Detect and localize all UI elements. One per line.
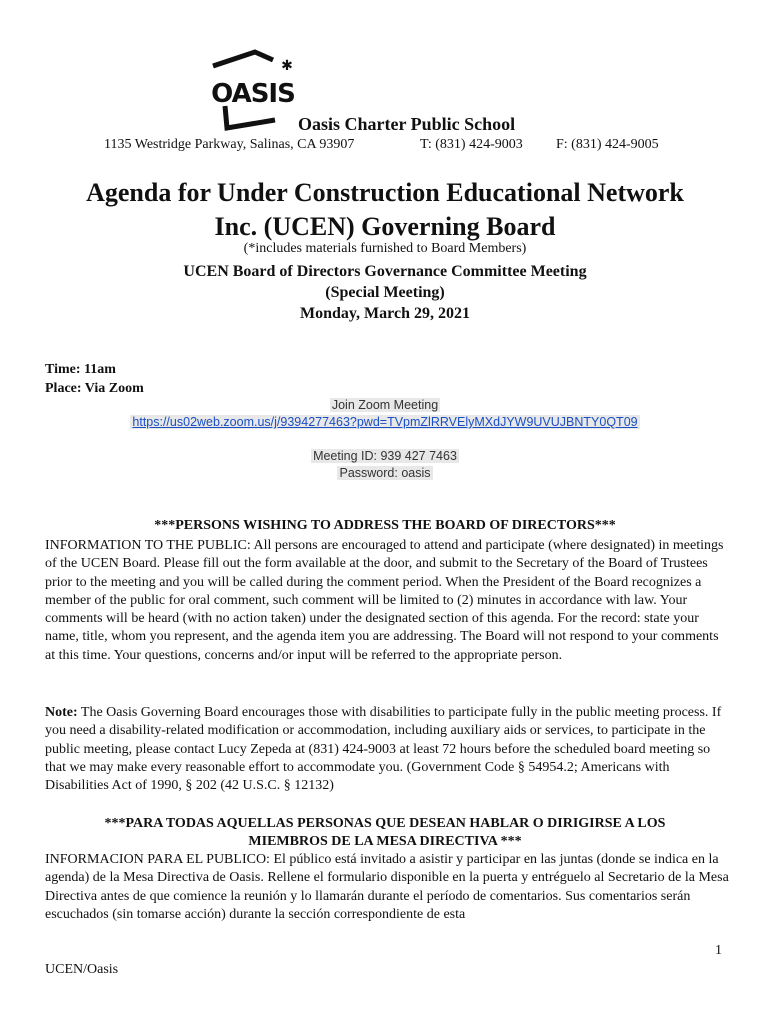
zoom-meeting-link[interactable]: https://us02web.zoom.us/j/9394277463?pwd=TVpmZlRRVElyMXdJYW9UVUJBNTY0QT09	[132, 415, 638, 429]
zoom-meeting-id: Meeting ID: 939 427 7463	[313, 449, 457, 463]
zoom-join-label: Join Zoom Meeting	[331, 398, 439, 412]
zoom-info	[0, 397, 770, 482]
zoom-password: Password: oasis	[339, 466, 431, 480]
public-info-paragraph: INFORMATION TO THE PUBLIC: All persons are encouraged to attend and participate (where designated) in meetings of the UCEN Board. Please fill out the form available at the door, and submit to the Secretary of the Board of Trustees prior to the meeting and you will be called during the comment period. When the President of the Board recognizes a member of the public for oral comment, such comment will be limited to (2) minutes in accordance with law. Your comments will be heard (with no action taken) under the designated section of this agenda. For the record: state your name, title, whom you represent, and the agenda item you are addressing. The Board will not respond to your comments at this time. Your questions, concerns and/or input will be referred to the appropriate person.	[45, 538, 724, 663]
agenda-title	[40, 176, 730, 244]
school-telephone: T: (831) 424-9003	[420, 137, 523, 152]
spanish-heading-line1: ***PARA TODAS AQUELLAS PERSONAS QUE DESEAN HABLAR O DIRIGIRSE A LOS	[104, 816, 666, 831]
svg-text:✱: ✱	[281, 58, 293, 74]
meeting-date: Monday, March 29, 2021	[300, 305, 470, 322]
disability-note-paragraph	[45, 704, 730, 795]
note-text: The Oasis Governing Board encourages those with disabilities to participate fully in the public meeting process. If you need a disability-related modification or accommodation, including auxiliary aids or services, to participate in the public meeting, please contact Lucy Zepeda at (831) 424-9003 at least 72 hours before the scheduled board meeting so that we may make every reasonable effort to accommodate you. (Government Code § 54954.2; Americans with Disabilities Act of 1990, § 202 (42 U.S.C. § 12132)	[45, 705, 722, 794]
school-fax: F: (831) 424-9005	[556, 137, 659, 152]
page-number: 1	[715, 943, 722, 958]
spanish-heading-line2: MIEMBROS DE LA MESA DIRECTIVA ***	[248, 834, 522, 849]
spanish-heading	[0, 815, 770, 851]
public-comment-heading: ***PERSONS WISHING TO ADDRESS THE BOARD OF DIRECTORS***	[154, 518, 616, 533]
school-address: 1135 Westridge Parkway, Salinas, CA 93907	[104, 137, 355, 152]
materials-note: (*includes materials furnished to Board Members)	[243, 241, 527, 256]
meeting-type: (Special Meeting)	[325, 284, 445, 301]
spanish-info-paragraph: INFORMACION PARA EL PUBLICO: El público está invitado a asistir y participar en las juntas (donde se indica en la agenda) de la Mesa Directiva de Oasis. Rellene el formulario disponible en la puerta y entréguelo al Secretario de la Mesa Directiva antes de que comience la reunión y lo llamarán durante el período de comentarios. Sus comentarios serán escuchados (sin tomarse acción) durante la sección correspondiente de esta	[45, 852, 729, 922]
meeting-time: Time: 11am	[45, 362, 116, 377]
school-name: Oasis Charter Public School	[298, 114, 516, 134]
time-place-block	[45, 360, 144, 398]
svg-text:OASIS: OASIS	[211, 79, 295, 109]
committee-name: UCEN Board of Directors Governance Committee Meeting	[183, 263, 587, 280]
agenda-title-line1: Agenda for Under Construction Educational Network	[86, 178, 684, 207]
footer-label: UCEN/Oasis	[45, 962, 119, 977]
agenda-title-line2: Inc. (UCEN) Governing Board	[214, 212, 556, 241]
oasis-logo	[205, 48, 305, 132]
note-label: Note:	[45, 705, 78, 720]
committee-block	[0, 261, 770, 324]
meeting-place: Place: Via Zoom	[45, 381, 144, 396]
